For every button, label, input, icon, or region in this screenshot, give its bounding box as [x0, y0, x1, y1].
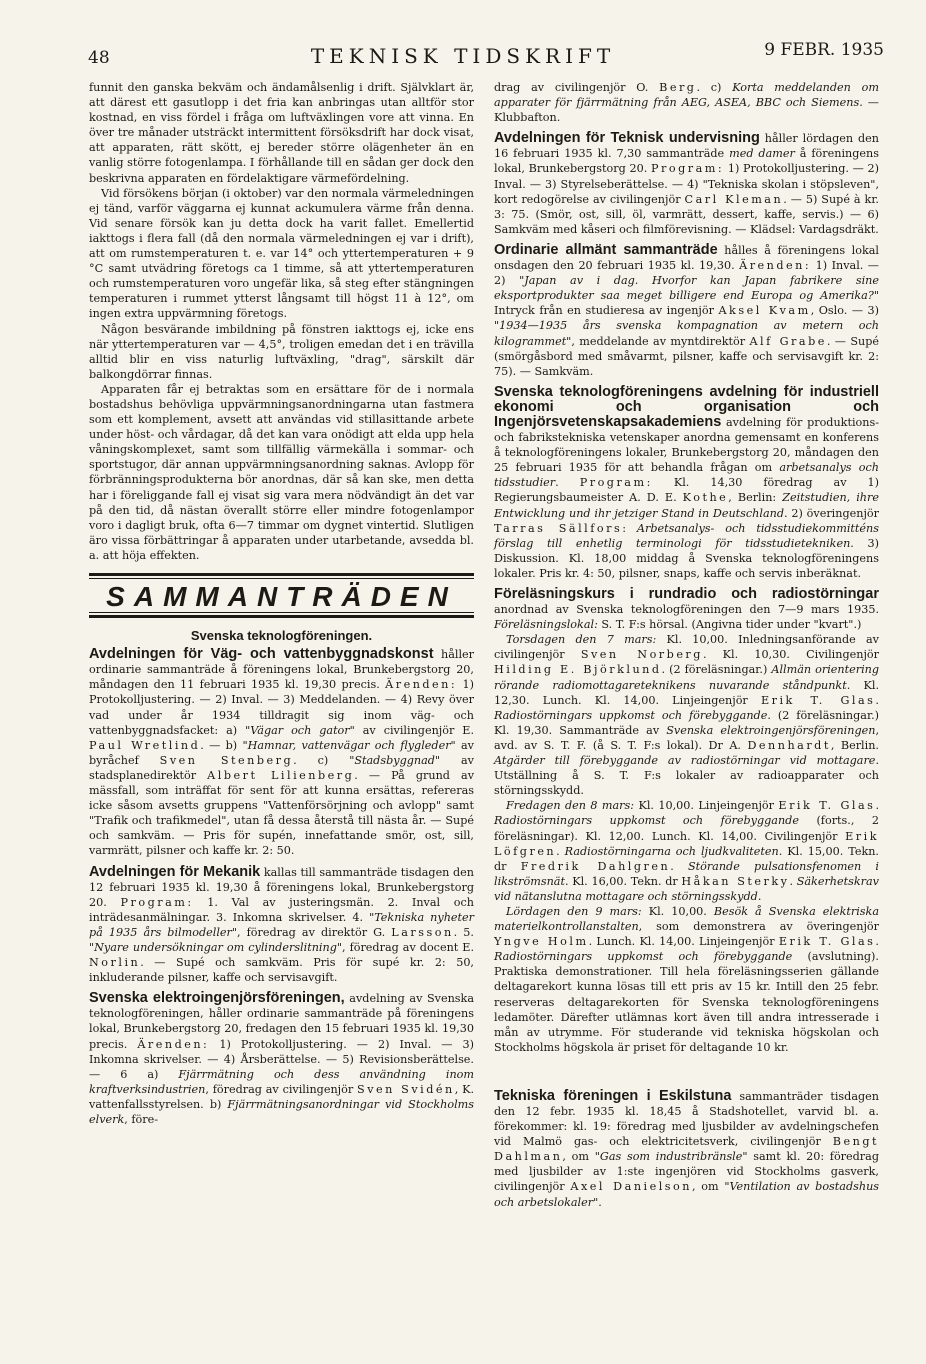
notice-text: , K. vattenfallsstyrelsen. b) — [89, 1082, 475, 1111]
notice-text: . — [670, 859, 688, 873]
notice-text: , Berlin: — [728, 491, 783, 505]
notice-heading: Avdelningen för Mekanik — [89, 863, 261, 880]
notice-text: Kl. 10,00. Inledningsanförande av civilingenjör — [494, 633, 879, 662]
lecture-title: Besök å Svenska elektriska materielkontrollanstalten — [494, 904, 880, 934]
notice-text: , om — [692, 1180, 725, 1194]
article-paragraph-3: Någon besvärande imbildning på fönstren iakttogs ej, icke ens när yttertemperaturen var — 4,5°, troligen emedan det i en trävilla alltid blir en viss naturlig luftväxling, "drag", särskilt där balkongdörrar finnas. — [89, 322, 474, 381]
notice-text: Intryck från en studieresa av ingenjör — [494, 304, 719, 318]
notice-heading: Föreläsningskurs i rundradio och radiostörningar — [494, 586, 879, 602]
journal-title: TEKNISK TIDSKRIFT — [310, 44, 616, 68]
notice-text: hålles å föreningens lokal onsdagen den 20 februari 1935 kl. 19,30. — [494, 243, 879, 273]
notice-text: sammanträder tisdagen den 12 febr. 1935 kl. 18,45 å Stadshotellet, varvid bl. a. förekommer: kl. 19: föredrag med ljusbilder av avdelningschefen vid Malmö gas- och elektricitetsverk, civilingenjör — [494, 1089, 879, 1149]
notice-text: . — [875, 799, 879, 813]
person-name: Erik T. Glas — [760, 693, 876, 707]
notice-text: 1. Val av justeringsmän. 2. Inval och inträdesanmälningar. 3. Inkomna skrivelser. 4. — [89, 895, 474, 924]
notice-text: , föredrag av docent E. — [342, 940, 475, 954]
notice-text: . — b) — [200, 738, 243, 752]
notice-label: Ärenden: — [739, 259, 812, 273]
notice-label: Program: — [120, 895, 194, 909]
person-name: Hilding E. Björklund — [494, 663, 662, 677]
banner-rule-top — [89, 573, 474, 576]
person-name: Albert Lilienberg — [207, 768, 355, 782]
lecture-title: Allmän orientering rörande radiomottagareteknikens nuvarande ståndpunkt — [494, 663, 880, 692]
lecture-title: "Hamnar, vattenvägar och flygleder" — [242, 738, 456, 752]
notice-text: 1) Protokolljustering. — 2) Inval. — 3) Inkomna skrivelser. — 4) Årsberättelse. — 5) Revisionsberättelse. — 6 a) — [89, 1037, 475, 1081]
notice-text: 1) Inval. — 2) — [494, 259, 879, 288]
person-name: Fredrik Dahlgren — [520, 859, 671, 873]
lecture-title: med damer — [729, 147, 795, 161]
section-banner: SAMMANTRÄDEN — [106, 581, 457, 612]
lecture-title: Atgärder till förebyggande av radiostörningar vid mottagare — [494, 754, 876, 768]
banner-rule-bottom — [89, 615, 474, 618]
notice-text: 1) Protokolljustering. — 2) Inval. — 3) Styrelseberättelse. — 4) "Tekniska skolan i stöpsleven", kort redogörelse av civilingenjör — [494, 162, 879, 206]
notice-text: , meddelande av myntdirektör — [571, 334, 750, 348]
right-column — [494, 80, 879, 1210]
notice-text: kallas till sammanträde tisdagen den 12 februari 1935 kl. 19,30 å föreningens lokal, Brunkebergstorg 20. — [89, 865, 475, 909]
notice-text: . — Supé och samkväm. Pris för supé kr. 2: 50, inkluderande pilsner, kaffe och servisavgift. — [89, 956, 474, 985]
person-name: Kothe — [682, 491, 729, 505]
notice-text: av stadsplanedirektör — [89, 753, 474, 782]
notice-text: Kl. 14,30 föredrag av 1) Regierungsbaumeister A. D. E. — [494, 476, 879, 505]
notice-radio-course — [494, 587, 879, 632]
schedule-thursday — [494, 632, 879, 798]
lecture-title: Radiostörningars uppkomst och förebyggande — [494, 814, 799, 828]
notice-text: . Kl. 12,30. Lunch. Kl. 14,00. Linjeingenjör — [494, 678, 880, 707]
notice-text: . — [875, 693, 879, 707]
person-name: Alf Grabe — [749, 334, 827, 348]
lecture-title: "Stadsbyggnad" — [349, 753, 441, 767]
person-name: Dennhardt — [747, 738, 831, 752]
left-column — [89, 80, 474, 1127]
notice-text: , om — [562, 1150, 595, 1164]
notice-text: . — Supé (smörgåsbord med småvarmt, pilsner, kaffe och servisavgift kr. 2: 75). — Samkväm. — [494, 334, 879, 378]
person-name: Sven Norberg — [580, 648, 703, 662]
person-name: Aksel Kvam — [718, 304, 811, 318]
notice-elektro — [89, 991, 474, 1127]
banner-rule-bottom-thin — [89, 612, 474, 613]
lecture-title: Zeitstudien, ihre Entwicklung und ihr jetziger Stand in Deutschland — [494, 491, 879, 520]
notice-text: . — [757, 889, 762, 903]
notice-text: . Kl. 15,00. Tekn. dr — [494, 844, 879, 873]
article-paragraph-2: Vid försökens början (i oktober) var den normala värmeledningen ej tänd, varför väggarna ej kunnat ackumulera värme från denna. Vid senare försök kan ju detta dock ha varit fallet. Emellertid iakttogs i flera fall (då den normala värmeledningen ej var i drift), att om rumstemperaturen t. e. var 14° och yttertemperaturen + 9 °C samt utvädring företogs ca 1 timme, så att yttertemperaturen och rumstemperaturen voro ungefär lika, så steg efter stängningen temperaturen i rummet ytterst långsamt till högst 11 à 12°, om ingen extra uppvärmning företogs. — [89, 186, 474, 321]
person-name: Axel Danielson — [570, 1180, 692, 1194]
notice-text: . Utställning å S. T. F:s lokaler av radioapparater och störningsskydd. — [494, 754, 879, 798]
schedule-day: Lördagen den 9 mars: — [506, 904, 642, 918]
notice-text: : — [622, 521, 637, 535]
notice-heading: Svenska teknologföreningens avdelning för industriell ekonomi och organisation och Ingenjörsvetenskapsakademiens — [494, 383, 879, 430]
notice-heading: Ordinarie allmänt sammanträde — [494, 241, 718, 258]
person-name: Berg — [659, 81, 697, 94]
notice-text: . Lunch. Kl. 14,00. Linjeingenjör — [588, 935, 779, 949]
notice-text: , före- — [124, 1113, 159, 1126]
notice-text: å föreningens lokal, Brunkebergstorg 20. — [494, 147, 879, 176]
notice-text: av byråchef — [89, 738, 474, 767]
lecture-title: Svenska elektroingenjörsföreningen — [666, 723, 876, 737]
person-name: Håkan Sterky — [681, 874, 790, 888]
lecture-title: Radiostörningarna och ljudkvaliteten — [564, 844, 779, 858]
notice-text: 1) Protokolljustering. — 2) Inval. — 3) Meddelanden. — 4) Revy över vad under år 1934 tilldragit sig inom väg- och vattenbyggnadsfacket: a) — [89, 678, 474, 737]
notice-text: , som demonstrera av överingenjör — [638, 920, 879, 934]
article-paragraph-4: Apparaten får ej betraktas som en ersättare för de i normala bostadshus behövliga uppvärmningsanordningarna utan fastmera som ett komplement, avsett att användas vid stillasittande arbete under höst- och vårdagar, då det kan vara onödigt att elda upp hela våningskomplexet, samt som tillfällig värmekälla i sommar- och sportstugor, där annan uppvärmningsanordning saknas. Avlopp för förbränningsprodukterna bör anordnas, där så kan ske, men detta har i föreliggande fall ej visat sig vara mera nödvändigt än det var på den tid, då nästan överallt större eller mindre fotogenlampor voro i dagligt bruk, ofta 6—7 timmar om dygnet vintertid. Slutligen äro vissa förbättringar å apparaten under utarbetande, avsedda bl. a. att höja effekten. — [89, 382, 474, 562]
notice-text: . 2) överingenjör — [784, 506, 880, 520]
notice-elektro-continued — [494, 80, 879, 125]
lecture-title: "Vägar och gator" — [245, 723, 355, 737]
person-name: Norlin — [89, 956, 141, 970]
lecture-title: arbetsanalys och tidsstudier — [494, 461, 879, 490]
notice-heading: Tekniska föreningen i Eskilstuna — [494, 1087, 732, 1104]
notice-text: . — 5) Supé à kr. 3: 75. (Smör, ost, sill, öl, varmrätt, dessert, kaffe, servis.) — 6) Samkväm med kåseri och filmförevisning. — Klädsel: Vardagsdräkt. — [494, 192, 879, 236]
page-number: 48 — [88, 48, 110, 68]
notice-industriell-ekonomi — [494, 385, 879, 581]
person-name: Larsson — [391, 925, 454, 939]
notice-text: (avslutning). Praktiska demonstrationer. Till hela föreläsningsserien gällande deltagarekort kunna lösas till ett pris av 15 kr. Intill den 25 febr. reserveras deltagarekorten för Svenska teknologföreningens ledamöter. Därefter utlämnas kort även till andra intresserade i mån av utrymme. För studerande vid tekniska högskolan och Stockholms högskola är priset för deltagande 10 kr. — [494, 950, 879, 1054]
lecture-title: Fjärrmätningsanordningar vid Stockholms elverk — [89, 1097, 474, 1126]
notice-text: Kl. 10,00. — [641, 904, 714, 918]
spacer — [494, 1055, 879, 1089]
notice-heading: Svenska elektroingenjörsföreningen, — [89, 990, 345, 1007]
person-name: Yngve Holm — [494, 935, 589, 949]
notice-text: , föredrag av civilingenjör — [205, 1082, 358, 1096]
lecture-title: Störande pulsationsfenomen i likströmsnät — [494, 859, 879, 888]
notice-text: . 5. — [453, 925, 474, 939]
person-name: Paul Wretlind — [89, 738, 201, 752]
notice-text: . Kl. 10,30. Civilingenjör — [702, 648, 880, 662]
person-name: Bengt Dahlman — [494, 1135, 879, 1164]
notice-text: . Kl. 16,00. Tekn. dr — [564, 874, 682, 888]
schedule-day: Fredagen den 8 mars: — [506, 799, 635, 813]
notice-text: håller lördagen den 16 februari 1935 kl. 7,30 sammanträde — [494, 132, 880, 161]
notice-heading: Avdelningen för Teknisk undervisning — [494, 130, 760, 147]
notice-text: , Berlin. — [830, 738, 879, 752]
lecture-title: "Ventilation av bostadshus och arbetslokaler" — [494, 1180, 880, 1209]
notice-text: S. T. F:s hörsal. (Angivna tider under "kvart".) — [597, 618, 862, 632]
notice-text: avdelning för produktions- och fabrikstekniska vetenskaper anordna gemensamt en konferens å teknologföreningens lokaler, Brunkebergstorg 20, måndagen den 25 februari 1935 för att behandla frågan om — [494, 415, 879, 475]
notice-label: Föreläsningslokal: — [494, 618, 598, 632]
notice-heading: Avdelningen för Väg- och vattenbyggnadskonst — [89, 646, 434, 663]
notice-text: drag av civilingenjör O. — [494, 81, 660, 94]
notice-vag — [89, 647, 474, 858]
notice-text: . (2 föreläsningar.) Kl. 19,30. Sammanträde av — [494, 708, 879, 737]
lecture-title: Säkerhetskrav vid nätanslutna mottagare och störningsskydd — [494, 874, 879, 903]
notice-text: . (2 föreläsningar.) — [661, 663, 772, 677]
notice-mekanik — [89, 865, 474, 986]
notice-allmant — [494, 243, 879, 379]
notice-text: av civilingenjör E. — [354, 723, 475, 737]
lecture-title: Radiostörningars uppkomst och förebyggande — [494, 950, 793, 964]
notice-text: avdelning av Svenska teknologföreningen, håller ordinarie sammanträde på föreningens lokal, Brunkebergstorg 20, fredagen den 15 februari 1935 kl. 19,30 precis. — [89, 992, 474, 1051]
notice-text: Kl. 10,00. Linjeingenjör — [634, 799, 779, 813]
lecture-title: Arbetsanalys- och tidsstudiekommitténs förslag till enhetlig terminologi för tidsstudietekniken — [494, 521, 879, 550]
society-heading: Svenska teknologföreningen. — [190, 628, 373, 644]
person-name: Erik T. Glas — [778, 799, 876, 813]
lecture-title: Korta meddelanden om apparater för fjärrmätning från AEG, ASEA, BBC och Siemens — [494, 81, 879, 110]
notice-text: . 3) Diskussion. Kl. 18,00 middag å Svenska teknologföreningens lokaler. Pris kr. 4: 50, pilsner, snaps, kaffe och servis inberäknat. — [494, 536, 879, 580]
person-name: Erik T. Glas — [778, 935, 876, 949]
schedule-day: Torsdagen den 7 mars: — [506, 633, 657, 647]
article-paragraph-1: funnit den ganska bekväm och ändamålsenlig i drift. Självklart är, att därest ett gasutlopp i det fria kan anbringas utan alltför stor kostnad, en viss fördel i fråga om luftväxlingen vore att vinna. En över tre månader utsträckt intermittent försöksdrift har dock visat, att apparaten, rätt skött, ej bereder större olägenheter än en vanlig större fotogenlampa. I förhållande till en sådan ger dock den beskrivna apparaten en fördelaktigare värmefördelning. — [89, 81, 474, 185]
notice-text: . — [556, 844, 565, 858]
person-name: Sven Svidén — [357, 1082, 455, 1096]
lecture-title: "Nyare undersökningar om cylinderslitning" — [89, 940, 343, 954]
notice-teknisk-undervisning — [494, 131, 879, 237]
notice-label: Ärenden: — [137, 1037, 210, 1051]
notice-text: . — På grund av mässfall, som inträffat för sent för att kunna ersättas, refereras icke såsom avsetts gruppens "Vattenförsörjning och avlopp" samt "Trafik och trafikmedel", utan få dessa återstå till nästa år. — Supé och samkväm. — Pris för supén, innefattande smör, ost, sill, varmrätt, pilsner och kaffe kr. 2: 50. — [89, 768, 475, 858]
person-name: Erik Löfgren — [494, 829, 879, 858]
notice-label: Ärenden: — [385, 678, 458, 692]
notice-text: . c) — [696, 81, 733, 94]
notice-text: (forts., 2 föreläsningar). Kl. 12,00. Lunch. Kl. 14,00. Civilingenjör — [494, 814, 879, 843]
lecture-title: "1934—1935 års svenska kompagnation av metern och kilogrammet" — [494, 319, 879, 348]
lecture-title: "Gas som industribränsle" — [594, 1150, 748, 1164]
notice-text: . — [875, 935, 879, 949]
notice-text: . — [598, 1195, 602, 1209]
person-name: Carl Kleman — [684, 192, 784, 206]
notice-text: , Oslo. — 3) — [810, 304, 880, 318]
lecture-title: Radiostörningars uppkomst och förebyggande — [494, 708, 768, 722]
banner-rule-top-thin — [89, 578, 474, 579]
person-name: Sven Stenberg — [159, 753, 294, 767]
schedule-saturday — [494, 904, 879, 1055]
issue-date: 9 FEBR. 1935 — [764, 40, 884, 60]
notice-text: håller ordinarie sammanträde å föreningens lokal, Brunkebergstorg 20, måndagen den 11 februari 1935 kl. 19,30 precis. — [89, 648, 474, 692]
notice-eskilstuna — [494, 1089, 879, 1210]
notice-text: . c) — [293, 753, 350, 767]
lecture-title: "Japan av i dag. Hvorfor kan Japan fabrikere sine eksportprodukter saa meget billigere end Europa og Amerika?" — [494, 274, 880, 303]
notice-label: Program: — [650, 162, 725, 176]
notice-text: samt kl. 20: föredrag med ljusbilder av 1:ste ingenjören vid Stockholms gasverk, civilingenjör — [494, 1150, 879, 1194]
lecture-title: "Tekniska nyheter på 1935 års bilmodeller" — [89, 910, 474, 939]
person-name: Tarras Sällfors — [494, 521, 623, 535]
schedule-friday — [494, 798, 879, 904]
notice-text: , avd. av S. T. F. (å S. T. F:s lokal). Dr A. — [494, 723, 879, 752]
notice-text: . — Klubbafton. — [494, 96, 879, 125]
lecture-title: Fjärrmätning och dess användning inom kraftverksindustrien — [89, 1067, 474, 1096]
notice-text: anordnad av Svenska teknologföreningen den 7—9 mars 1935. — [494, 603, 879, 617]
notice-text: . — [555, 476, 580, 490]
notice-text: . — [789, 874, 797, 888]
notice-text: , föredrag av direktör G. — [237, 925, 392, 939]
notice-label: Program: — [579, 476, 653, 490]
